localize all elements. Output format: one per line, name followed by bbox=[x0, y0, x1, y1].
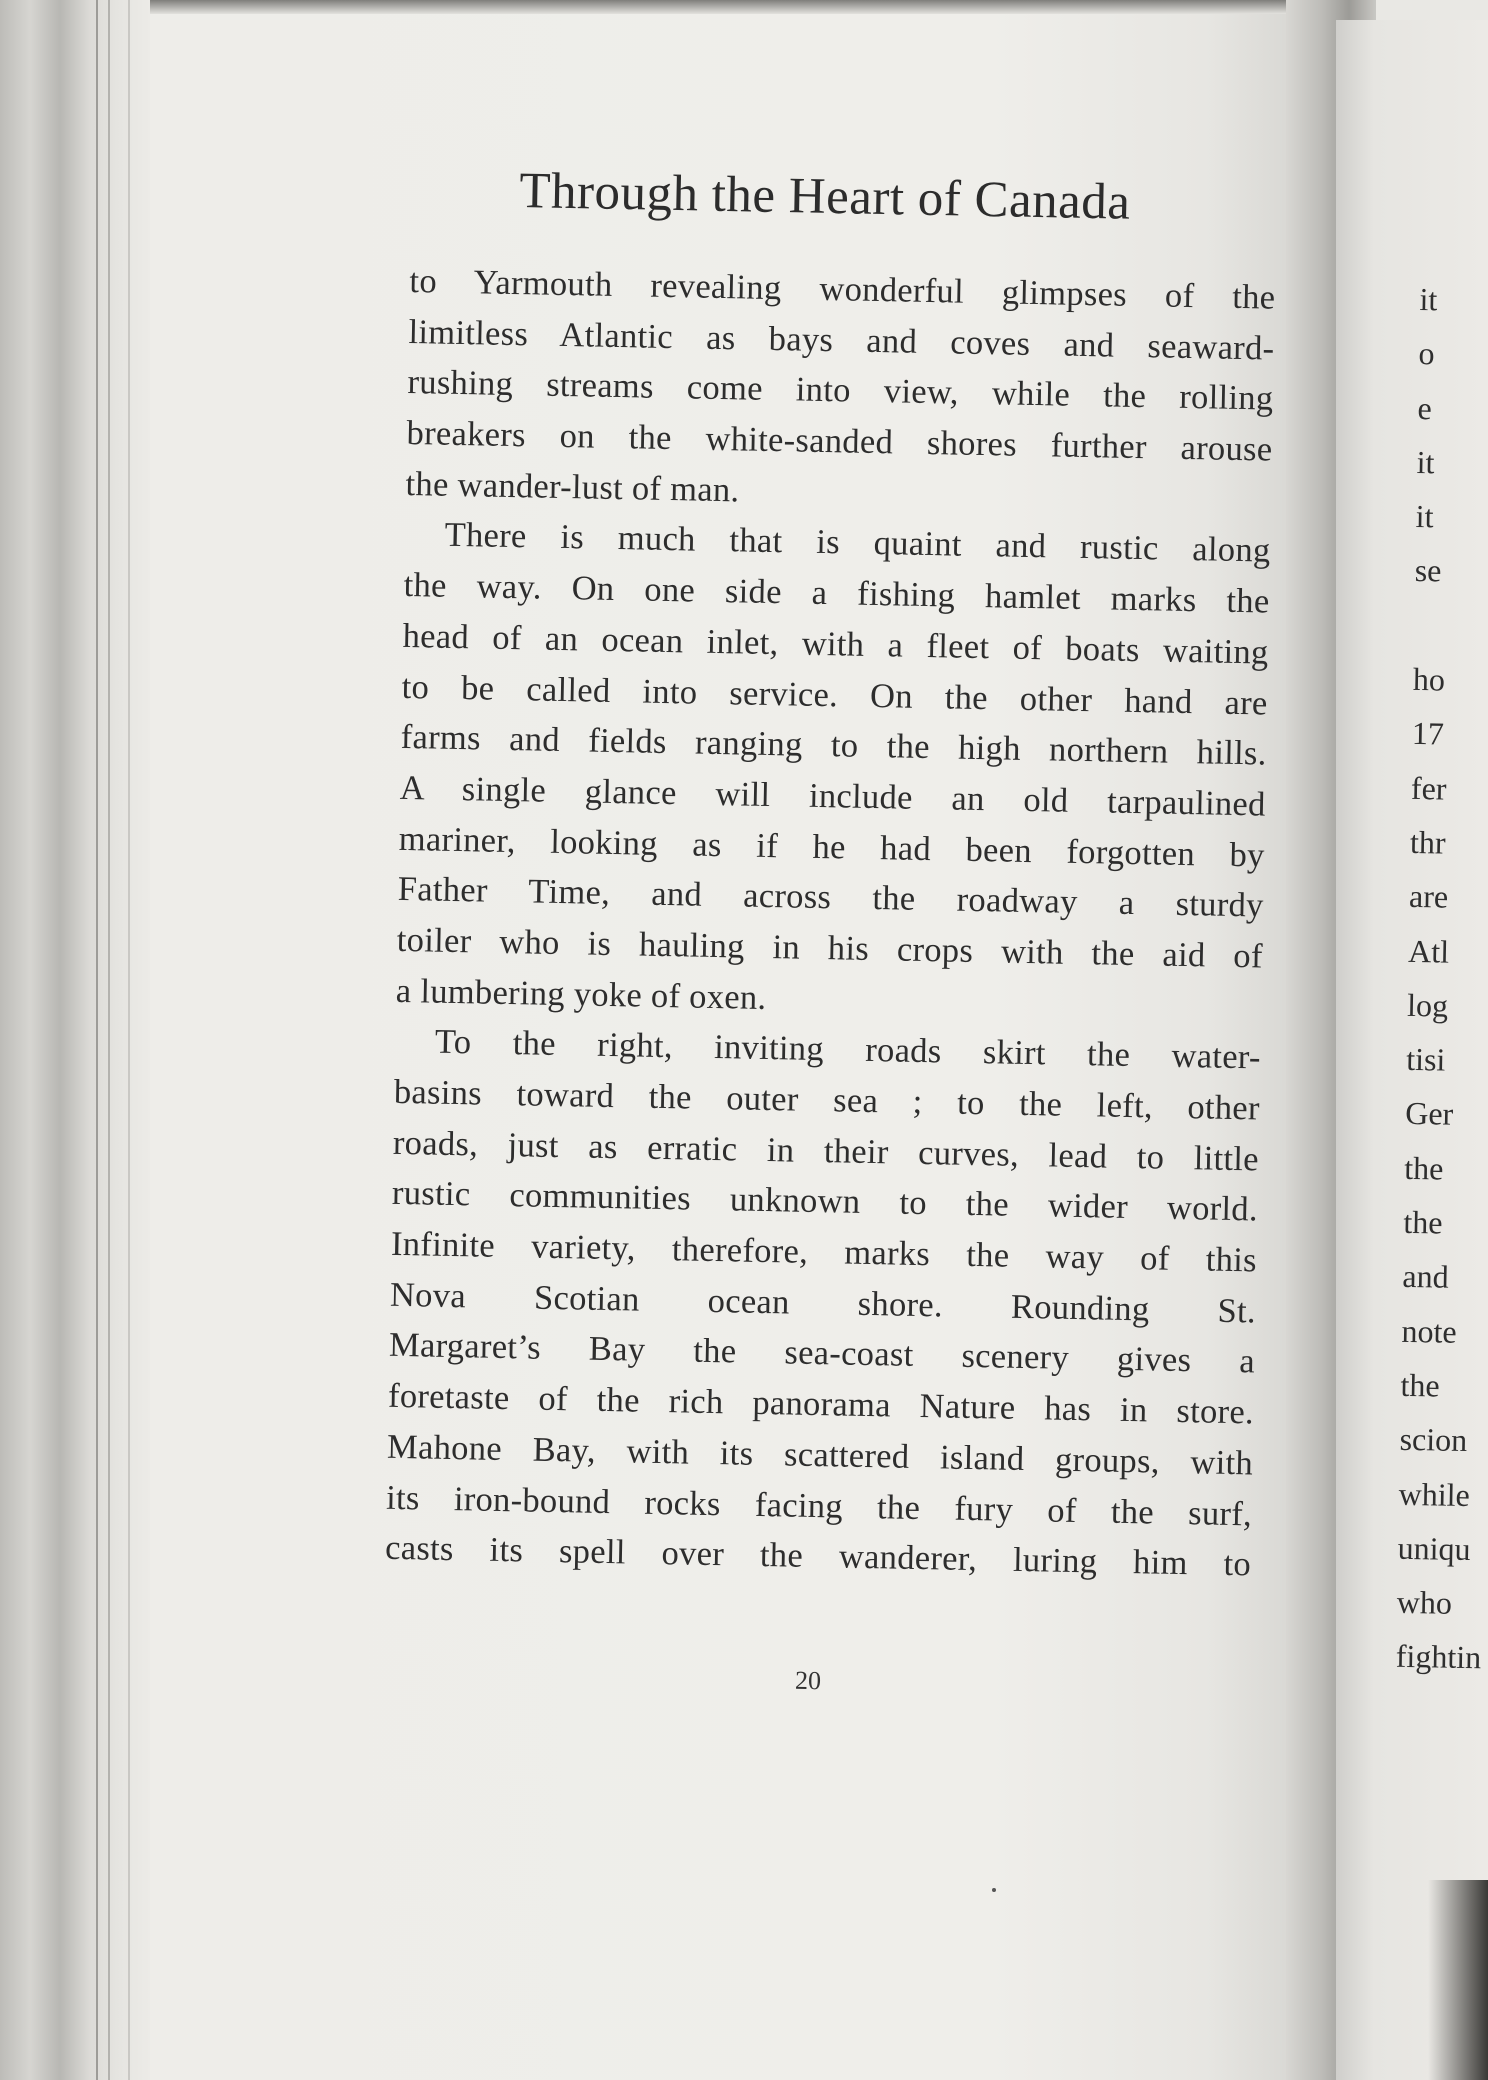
text-line: Infinite variety, therefore, marks the way of this bbox=[390, 1224, 1258, 1280]
facing-line-fragment: note bbox=[1401, 1312, 1457, 1350]
facing-line-fragment: thr bbox=[1409, 823, 1446, 861]
text-line: its iron-bound rocks facing the fury of the surf, bbox=[385, 1478, 1253, 1533]
text-line: Margaret’s Bay the sea-coast scenery gives a bbox=[388, 1326, 1256, 1381]
page-edge-line bbox=[96, 0, 98, 2080]
facing-line-fragment: while bbox=[1398, 1475, 1471, 1513]
text-line: to Yarmouth revealing wonderful glimpses of the bbox=[409, 261, 1276, 317]
facing-line-fragment: the bbox=[1404, 1149, 1444, 1187]
facing-line-fragment: and bbox=[1402, 1258, 1449, 1295]
text-line: roads, just as erratic in their curves, lead to little bbox=[392, 1123, 1260, 1179]
text-line: casts its spell over the wanderer, luring him to bbox=[384, 1528, 1252, 1584]
facing-line-fragment bbox=[1413, 598, 1488, 654]
facing-line-fragment: fer bbox=[1410, 769, 1447, 807]
facing-line-fragment: o bbox=[1418, 335, 1435, 372]
scan-shadow-corner bbox=[1428, 1880, 1488, 2080]
text-line: foretaste of the rich panorama Nature has in store. bbox=[387, 1376, 1255, 1432]
text-line: rustic communities unknown to the wider world. bbox=[391, 1174, 1259, 1229]
facing-line-fragment: Ger bbox=[1405, 1095, 1454, 1133]
text-line: to be called into service. On the other hand are bbox=[401, 667, 1268, 723]
text-line: farms and fields ranging to the high northern hills. bbox=[400, 718, 1267, 773]
text-line: mariner, looking as if he had been forgotten by bbox=[398, 819, 1266, 875]
text-line: limitless Atlantic as bays and coves and seaward- bbox=[408, 312, 1275, 368]
facing-line-fragment: ho bbox=[1412, 661, 1446, 698]
page-edge-line bbox=[108, 0, 110, 2080]
page-number: 20 bbox=[794, 1665, 822, 1696]
text-line: To the right, inviting roads skirt the water- bbox=[434, 1022, 1262, 1077]
page-edge-line bbox=[128, 0, 130, 2080]
text-line: There is much that is quaint and rustic along bbox=[444, 516, 1271, 571]
text-line: toiler who is hauling in his crops with the aid of bbox=[396, 920, 1264, 976]
facing-line-fragment: scion bbox=[1399, 1421, 1468, 1459]
facing-line-fragment: it bbox=[1415, 498, 1434, 535]
facing-line-fragment: 17 bbox=[1411, 715, 1445, 752]
text-line: Mahone Bay, with its scattered island groups, with bbox=[386, 1427, 1254, 1483]
facing-line-fragment: the bbox=[1400, 1366, 1440, 1404]
top-edge-shadow bbox=[150, 0, 1350, 14]
facing-line-fragment: it bbox=[1416, 443, 1435, 481]
text-line: the way. On one side a fishing hamlet marks the bbox=[403, 566, 1270, 621]
text-line: A single glance will include an old tarpaulined bbox=[399, 768, 1266, 824]
facing-line-fragment: are bbox=[1408, 878, 1449, 915]
facing-line-fragment: fightin bbox=[1395, 1638, 1482, 1676]
facing-line-fragment: who bbox=[1396, 1583, 1453, 1621]
text-line: Nova Scotian ocean shore. Rounding St. bbox=[389, 1275, 1257, 1331]
text-line: basins toward the outer sea ; to the left, other bbox=[393, 1072, 1261, 1128]
text-line: breakers on the white-sanded shores further arouse bbox=[406, 414, 1273, 469]
facing-line-fragment: uniqu bbox=[1397, 1529, 1471, 1567]
facing-line-fragment: it bbox=[1419, 280, 1438, 318]
running-head: Through the Heart of Canada bbox=[518, 162, 1131, 231]
text-line: the wander-lust of man. bbox=[405, 464, 740, 510]
text-line: a lumbering yoke of oxen. bbox=[395, 971, 767, 1017]
facing-line-fragment: se bbox=[1414, 552, 1442, 589]
previous-page-edges bbox=[0, 0, 150, 2080]
text-line: rushing streams come into view, while the rolling bbox=[407, 363, 1274, 418]
facing-line-fragment: the bbox=[1403, 1203, 1443, 1241]
body-text bbox=[385, 256, 1276, 1590]
facing-line-fragment: Atl bbox=[1407, 932, 1450, 970]
facing-line-fragment: e bbox=[1417, 389, 1433, 426]
paper-speck bbox=[992, 1888, 996, 1892]
text-line: head of an ocean inlet, with a fleet of boats waiting bbox=[402, 616, 1269, 672]
facing-line-fragment: tisi bbox=[1405, 1041, 1446, 1078]
facing-line-fragment: log bbox=[1406, 986, 1449, 1024]
text-line: Father Time, and across the roadway a sturdy bbox=[397, 870, 1265, 925]
